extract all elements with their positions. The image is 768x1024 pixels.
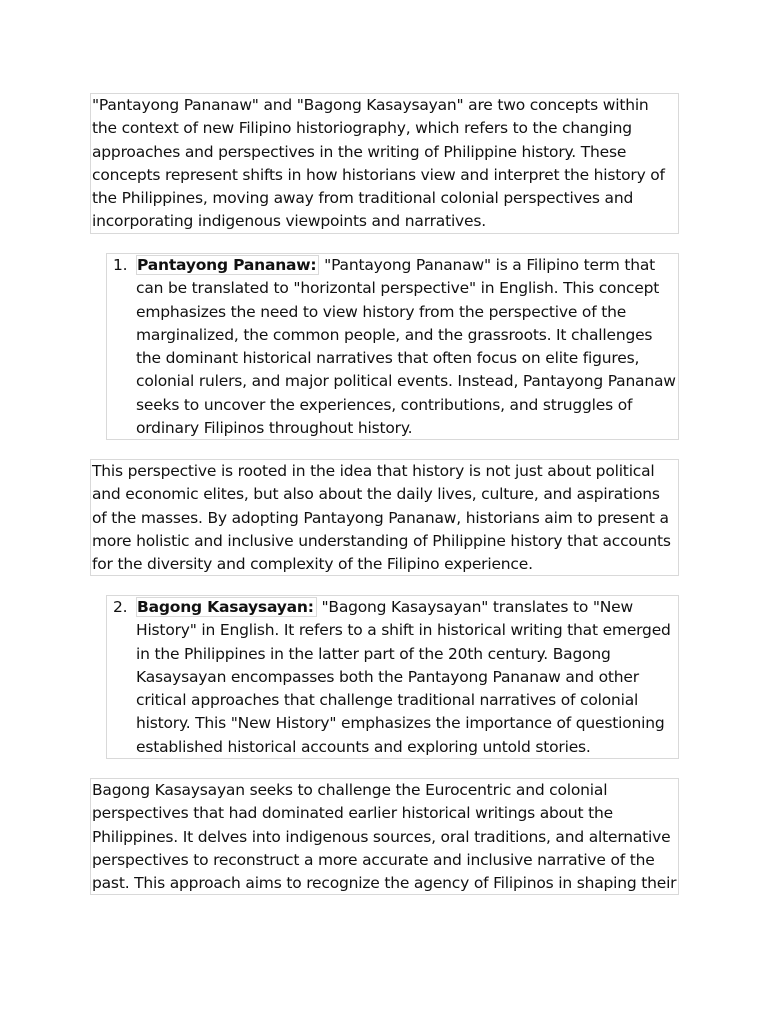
intro-paragraph (90, 93, 679, 234)
term-pantayong-pananaw: Pantayong Pananaw: (136, 255, 319, 275)
term-bagong-kasaysayan: Bagong Kasaysayan: (136, 597, 317, 617)
list-number: 1. (113, 256, 128, 274)
list-item-pantayong-pananaw (106, 253, 679, 440)
intro-paragraph-text: "Pantayong Pananaw" and "Bagong Kasaysayan" are two concepts within the context of new Filipino historiography, which refers to the changing approaches and perspectives in the writing of Philippine history. These concepts represent shifts in how historians view and interpret the history of the Philippines, moving away from traditional colonial perspectives and incorporating indigenous viewpoints and narratives. (92, 96, 665, 231)
list-item-bagong-kasaysayan (106, 595, 679, 759)
list-number: 2. (113, 598, 128, 616)
perspective-paragraph-text: This perspective is rooted in the idea that history is not just about political and economic elites, but also about the daily lives, culture, and aspirations of the masses. By adopting Pantayong Pananaw, historians aim to present a more holistic and inclusive understanding of Philippine history that accounts for the diversity and complexity of the Filipino experience. (92, 462, 671, 574)
eurocentric-paragraph-text: Bagong Kasaysayan seeks to challenge the Eurocentric and colonial perspectives that had dominated earlier historical writings about the Philippines. It delves into indigenous sources, oral traditions, and alternative perspectives to reconstruct a more accurate and inclusive narrative of the past. This approach aims to recognize the agency of Filipinos in shaping their (92, 781, 677, 893)
perspective-paragraph (90, 459, 679, 576)
eurocentric-paragraph (90, 778, 679, 895)
list-item-text: "Bagong Kasaysayan" translates to "New History" in English. It refers to a shift in historical writing that emerged in the Philippines in the latter part of the 20th century. Bagong Kasaysayan encompasses both the Pantayong Pananaw and other critical approaches that challenge traditional narratives of colonial history. This "New History" emphasizes the importance of questioning established historical accounts and exploring untold stories. (136, 598, 671, 756)
list-item-text: "Pantayong Pananaw" is a Filipino term that can be translated to "horizontal perspective" in English. This concept emphasizes the need to view history from the perspective of the marginalized, the common people, and the grassroots. It challenges the dominant historical narratives that often focus on elite figures, colonial rulers, and major political events. Instead, Pantayong Pananaw seeks to uncover the experiences, contributions, and struggles of ordinary Filipinos throughout history. (136, 256, 676, 438)
